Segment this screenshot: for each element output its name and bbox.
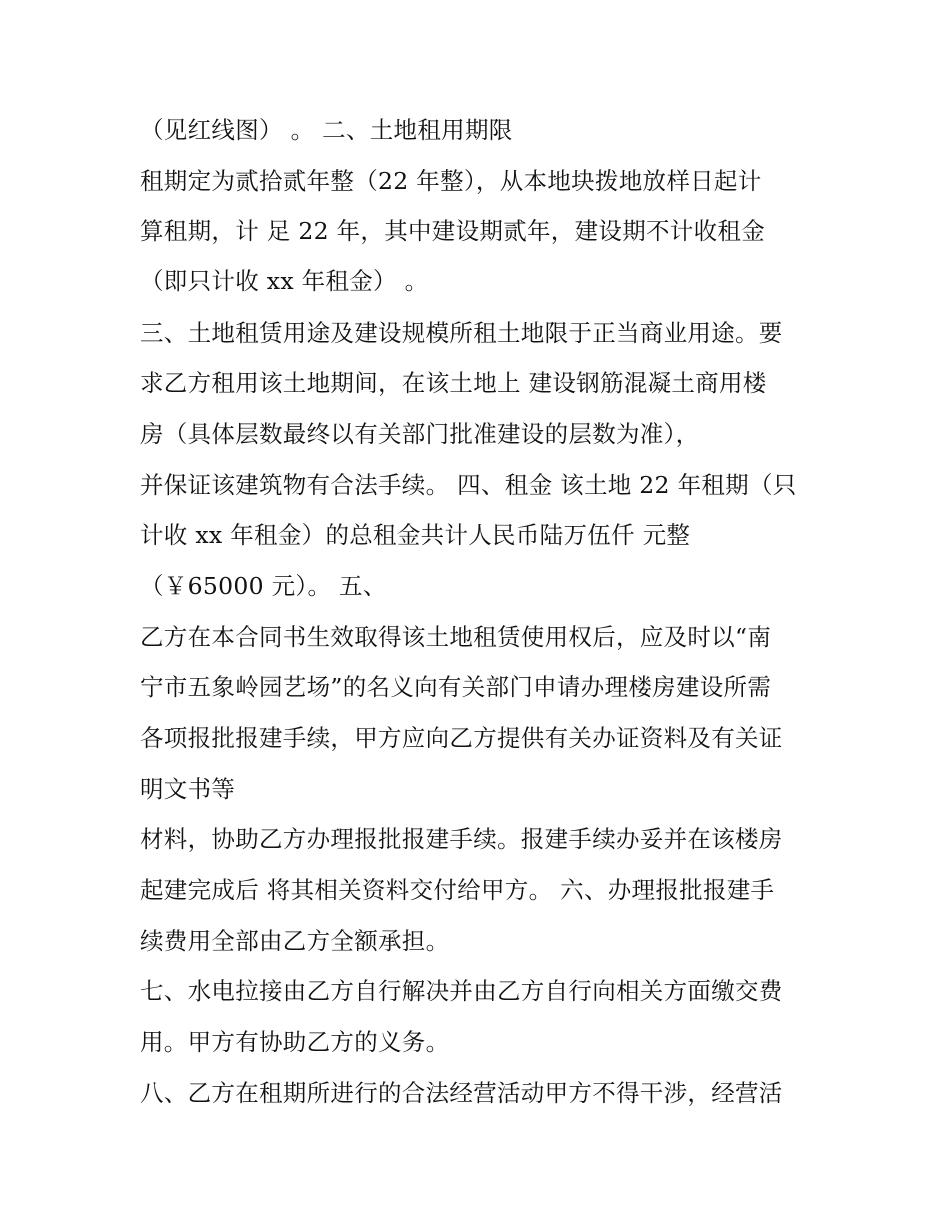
text-line: 计收 xx 年租金）的总租金共计人民币陆万伍仟 元整 xyxy=(140,521,691,549)
text-line: 三、土地租赁用途及建设规模所租土地限于正当商业用途。要 xyxy=(140,319,783,347)
text-line: 八、乙方在租期所进行的合法经营活动甲方不得干涉，经营活 xyxy=(140,1079,783,1107)
text-line: （即只计收 xx 年租金） 。 xyxy=(140,267,429,295)
text-line: （￥65000 元）。 五、 xyxy=(140,572,387,600)
text-line: 求乙方租用该土地期间，在该土地上 建设钢筋混凝土商用楼 xyxy=(140,369,767,397)
text-line: 起建完成后 将其相关资料交付给甲方。 六、办理报批报建手 xyxy=(140,876,775,904)
text-line: 算租期，计 足 22 年，其中建设期贰年，建设期不计收租金 xyxy=(140,217,766,245)
text-line: 七、水电拉接由乙方自行解决并由乙方自行向相关方面缴交费 xyxy=(140,977,783,1005)
text-line: 宁市五象岭园艺场”的名义向有关部门申请办理楼房建设所需 xyxy=(140,673,772,701)
text-line: 用。甲方有协助乙方的义务。 xyxy=(140,1028,450,1056)
text-line: 房（具体层数最终以有关部门批准建设的层数为准）， xyxy=(140,420,700,448)
text-line: 租期定为贰拾贰年整（22 年整），从本地块拨地放样日起计 xyxy=(140,167,762,195)
text-line: （见红线图） 。 二、土地租用期限 xyxy=(140,116,513,144)
text-line: 续费用全部由乙方全额承担。 xyxy=(140,927,450,955)
text-line: 材料，协助乙方办理报批报建手续。报建手续办妥并在该楼房 xyxy=(140,825,783,853)
text-line: 各项报批报建手续，甲方应向乙方提供有关办证资料及有关证 xyxy=(140,724,783,752)
text-line: 明文书等 xyxy=(140,775,236,803)
text-line: 乙方在本合同书生效取得该土地租赁使用权后，应及时以“南 xyxy=(140,623,772,651)
text-line: 并保证该建筑物有合法手续。 四、租金 该土地 22 年租期（只 xyxy=(140,471,797,499)
